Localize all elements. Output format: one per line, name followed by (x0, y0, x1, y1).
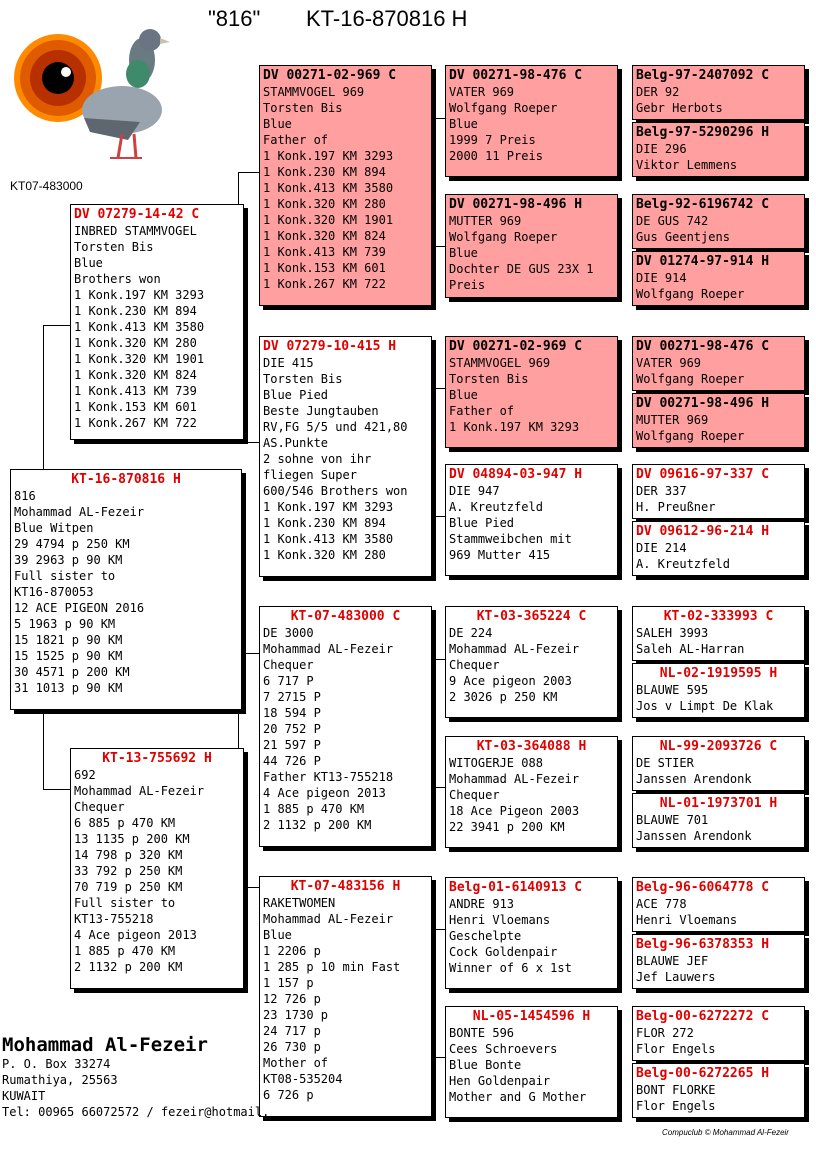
detail-line: 1 Konk.320 KM 824 (263, 229, 386, 243)
pedigree-card-g3[interactable] (632, 194, 805, 249)
pedigree-card-dds[interactable] (445, 877, 618, 989)
ring-number: DV 00271-98-496 H (449, 197, 583, 212)
detail-line: Full sister to (14, 569, 116, 583)
detail-line: 24 717 p (263, 1024, 321, 1038)
detail-line: Flor Engels (636, 1042, 716, 1056)
detail-line: 44 726 P (263, 754, 321, 768)
connector-line (432, 388, 433, 516)
pedigree-card-g15[interactable] (632, 1006, 805, 1061)
pedigree-card-subject[interactable] (10, 469, 242, 710)
detail-line: DIE 214 (636, 541, 687, 555)
pedigree-card-g1[interactable] (632, 65, 805, 120)
detail-line: H. Preußner (636, 500, 716, 514)
detail-line: 9 Ace pigeon 2003 (449, 674, 572, 688)
ring-number: NL-99-2093726 C (659, 739, 778, 754)
pedigree-card-g11[interactable] (632, 736, 805, 791)
detail-line: 1 Konk.230 KM 894 (263, 516, 386, 530)
ring-number: DV 00271-98-496 H (636, 396, 770, 411)
detail-line: KUWAIT (2, 1089, 46, 1103)
detail-line: 6 885 p 470 KM (74, 816, 176, 830)
detail-line: Torsten Bis (263, 101, 343, 115)
detail-line: 1 Konk.197 KM 3293 (263, 149, 394, 163)
detail-line: Jef Lauwers (636, 970, 716, 984)
detail-line: 2 1132 p 200 KM (263, 818, 372, 832)
detail-line: VATER 969 (636, 356, 702, 370)
detail-line: Dochter DE GUS 23X 1 (449, 262, 594, 276)
detail-line: 18 594 P (263, 706, 321, 720)
detail-line: WITOGERJE 088 (449, 756, 543, 770)
detail-line: Henri Vloemans (636, 913, 738, 927)
connector-line (432, 929, 445, 930)
pedigree-card-g16[interactable] (632, 1063, 805, 1118)
connector-line (432, 1057, 445, 1058)
detail-line: 15 1821 p 90 KM (14, 633, 123, 647)
detail-line: 1 Konk.197 KM 3293 (263, 500, 394, 514)
detail-line: 2 sohne von ihr (263, 452, 372, 466)
detail-line: 816 (14, 489, 36, 503)
detail-line: 2000 11 Preis (449, 149, 543, 163)
detail-line: 1 Konk.267 KM 722 (263, 277, 386, 291)
detail-line: 1 Konk.320 KM 280 (263, 197, 386, 211)
ring-number: DV 07279-14-42 C (74, 207, 200, 222)
detail-line: Beste Jungtauben (263, 404, 379, 418)
ring-number: Belg-97-5290296 H (636, 125, 770, 140)
detail-line: Torsten Bis (74, 240, 154, 254)
detail-line: Father of (449, 404, 515, 418)
pigeon-with-eye-icon (10, 14, 170, 164)
detail-line: DIE 947 (449, 484, 500, 498)
ring-number: NL-02-1919595 H (659, 666, 778, 681)
detail-line: KT16-870053 (14, 585, 94, 599)
pedigree-card-dam[interactable] (70, 748, 244, 989)
detail-line: Gus Geentjens (636, 230, 730, 244)
detail-line: MUTTER 969 (636, 413, 709, 427)
detail-line: 600/546 Brothers won (263, 484, 408, 498)
detail-line: 5 1963 p 90 KM (14, 617, 116, 631)
detail-line: 1 Konk.413 KM 3580 (263, 181, 394, 195)
pedigree-card-g4[interactable] (632, 251, 805, 306)
detail-line: 1 Konk.320 KM 280 (74, 336, 197, 350)
detail-line: Chequer (74, 800, 125, 814)
pedigree-card-g5[interactable] (632, 336, 805, 391)
pedigree-card-sds[interactable] (445, 336, 618, 448)
detail-line: 1 285 p 10 min Fast (263, 960, 401, 974)
detail-line: Hen Goldenpair (449, 1074, 551, 1088)
detail-line: Blue (449, 388, 478, 402)
ring-number: DV 00271-02-969 C (449, 339, 583, 354)
detail-line: Mother and G Mother (449, 1090, 587, 1104)
connector-line (432, 929, 433, 1057)
detail-line: 1 Konk.230 KM 894 (74, 304, 197, 318)
detail-line: Wolfgang Roeper (449, 101, 558, 115)
detail-line: Henri Vloemans (449, 913, 551, 927)
detail-line: ACE 778 (636, 897, 687, 911)
detail-line: 969 Mutter 415 (449, 548, 551, 562)
connector-line (43, 710, 44, 789)
detail-line: Winner of 6 x 1st (449, 961, 572, 975)
connector-line (432, 118, 433, 246)
detail-line: Full sister to (74, 896, 176, 910)
connector-line (432, 659, 433, 787)
ring-number: Belg-96-6064778 C (636, 880, 770, 895)
detail-line: 1 Konk.320 KM 824 (74, 368, 197, 382)
detail-line: 1 157 p (263, 976, 314, 990)
detail-line: DIE 914 (636, 271, 687, 285)
detail-line: 4 Ace pigeon 2013 (263, 786, 386, 800)
detail-line: Viktor Lemmens (636, 158, 738, 172)
detail-line: Mother of (263, 1056, 329, 1070)
detail-line: Blue (263, 928, 292, 942)
detail-line: 1 885 p 470 KM (74, 944, 176, 958)
detail-line: Brothers won (74, 272, 161, 286)
connector-line (43, 789, 70, 790)
credit-text: Compuclub © Mohammad Al-Fezeir (662, 1128, 789, 1137)
detail-line: Blue Pied (449, 516, 515, 530)
detail-line: Blue Witpen (14, 521, 94, 535)
ring-number: Belg-00-6272265 H (636, 1066, 770, 1081)
detail-line: 1 885 p 470 KM (263, 802, 365, 816)
pedigree-card-g14[interactable] (632, 934, 805, 989)
pedigree-card-g12[interactable] (632, 793, 805, 848)
detail-line: 692 (74, 768, 96, 782)
detail-line: RAKETWOMEN (263, 896, 336, 910)
ring-number: DV 01274-97-914 H (636, 254, 770, 269)
detail-line: 1 Konk.230 KM 894 (263, 165, 386, 179)
ring-number: DV 07279-10-415 H (263, 339, 397, 354)
ring-number: DV 00271-02-969 C (263, 68, 397, 83)
detail-line: DER 337 (636, 484, 687, 498)
pedigree-card-dam-sire[interactable] (259, 606, 432, 847)
connector-line (432, 388, 445, 389)
detail-line: DE GUS 742 (636, 214, 709, 228)
detail-line: 1 Konk.153 KM 601 (263, 261, 386, 275)
detail-line: Chequer (449, 788, 500, 802)
detail-line: Chequer (449, 658, 500, 672)
detail-line: 1 Konk.197 KM 3293 (449, 420, 580, 434)
detail-line: Jos v Limpt De Klak (636, 699, 774, 713)
ring-number: Belg-00-6272272 C (636, 1009, 770, 1024)
detail-line: 39 2963 p 90 KM (14, 553, 123, 567)
pedigree-card-g9[interactable] (632, 606, 805, 661)
ring-number: Belg-97-2407092 C (636, 68, 770, 83)
connector-line (432, 659, 445, 660)
detail-line: BONTE 596 (449, 1026, 515, 1040)
pedigree-card-sire-sire[interactable] (259, 65, 432, 306)
detail-line: Janssen Arendonk (636, 772, 752, 786)
ring-number: KT-07-483000 C (290, 609, 401, 624)
detail-line: A. Kreutzfeld (636, 557, 730, 571)
owner-name: Mohammad Al-Fezeir (2, 1034, 208, 1056)
detail-line: BLAUWE 701 (636, 813, 709, 827)
pedigree-card-g13[interactable] (632, 877, 805, 932)
detail-line: Blue (74, 256, 103, 270)
detail-line: Blue Pied (263, 388, 329, 402)
detail-line: 1 Konk.413 KM 739 (263, 245, 386, 259)
pedigree-card-sss[interactable] (445, 65, 618, 177)
detail-line: 22 3941 p 200 KM (449, 820, 565, 834)
ring-number: NL-05-1454596 H (472, 1009, 591, 1024)
detail-line: 1 Konk.413 KM 739 (74, 384, 197, 398)
pigeon-name: "816" (208, 6, 261, 31)
connector-line (43, 325, 70, 326)
detail-line: Wolfgang Roeper (636, 429, 745, 443)
detail-line: BLAUWE JEF (636, 954, 709, 968)
ring-number: KT-03-365224 C (476, 609, 587, 624)
detail-line: 30 4571 p 200 KM (14, 665, 130, 679)
detail-line: INBRED STAMMVOGEL (74, 224, 197, 238)
pigeon-logo (10, 14, 170, 164)
detail-line: Tel: 00965 66072572 / fezeir@hotmail. (2, 1105, 270, 1119)
pedigree-card-ddd[interactable] (445, 1006, 618, 1118)
detail-line: Gebr Herbots (636, 101, 723, 115)
detail-line: DER 92 (636, 85, 680, 99)
detail-line: Torsten Bis (449, 372, 529, 386)
detail-line: Geschelpte (449, 929, 522, 943)
detail-line: 12 726 p (263, 992, 321, 1006)
detail-line: RV,FG 5/5 und 421,80 (263, 420, 408, 434)
detail-line: Stammweibchen mit (449, 532, 572, 546)
detail-line: 1 2206 p (263, 944, 321, 958)
detail-line: Preis (449, 278, 486, 292)
connector-line (238, 442, 259, 443)
detail-line: BLAUWE 595 (636, 683, 709, 697)
detail-line: 1 Konk.413 KM 3580 (263, 532, 394, 546)
detail-line: DE 224 (449, 626, 493, 640)
detail-line: Mohammad AL-Fezeir (449, 772, 580, 786)
ring-number: DV 04894-03-947 H (449, 467, 583, 482)
connector-line (43, 325, 44, 469)
detail-line: DIE 296 (636, 142, 687, 156)
detail-line: STAMMVOGEL 969 (449, 356, 551, 370)
connector-line (432, 787, 445, 788)
detail-line: fliegen Super (263, 468, 357, 482)
ring-number: KT-02-333993 C (663, 609, 774, 624)
detail-line: KT13-755218 (74, 912, 154, 926)
detail-line: Mohammad AL-Fezeir (263, 912, 394, 926)
connector-line (432, 246, 445, 247)
detail-line: Chequer (263, 658, 314, 672)
detail-line: Blue Bonte (449, 1058, 522, 1072)
detail-line: Torsten Bis (263, 372, 343, 386)
ring-number: KT-16-870816 H (71, 472, 181, 487)
ring-number: DV 00271-98-476 C (636, 339, 770, 354)
pedigree-card-dam-dam[interactable] (259, 876, 432, 1117)
detail-line: 2 1132 p 200 KM (74, 960, 183, 974)
detail-line: KT08-535204 (263, 1072, 343, 1086)
detail-line: Blue (449, 117, 478, 131)
connector-line (432, 516, 445, 517)
pedigree-card-dss[interactable] (445, 606, 618, 718)
ring-number: KT-13-755692 H (102, 751, 212, 766)
detail-line: 1 Konk.413 KM 3580 (74, 320, 205, 334)
detail-line: 15 1525 p 90 KM (14, 649, 123, 663)
pedigree-card-g8[interactable] (632, 521, 805, 576)
detail-line: 1999 7 Preis (449, 133, 536, 147)
detail-line: Saleh AL-Harran (636, 642, 745, 656)
connector-line (432, 118, 445, 119)
owner-contact (2, 1034, 269, 1120)
detail-line: Cock Goldenpair (449, 945, 558, 959)
pedigree-card-g2[interactable] (632, 122, 805, 177)
detail-line: Mohammad AL-Fezeir (14, 505, 145, 519)
detail-line: 2 3026 p 250 KM (449, 690, 558, 704)
detail-line: MUTTER 969 (449, 214, 522, 228)
detail-line: Mohammad AL-Fezeir (74, 784, 205, 798)
detail-line: 33 792 p 250 KM (74, 864, 183, 878)
detail-line: DIE 415 (263, 356, 314, 370)
detail-line: DE STIER (636, 756, 694, 770)
pedigree-card-sire[interactable] (70, 204, 244, 440)
detail-line: P. O. Box 33274 (2, 1057, 111, 1071)
pedigree-card-sdd[interactable] (445, 464, 618, 576)
detail-line: 18 Ace Pigeon 2003 (449, 804, 580, 818)
ring-number: NL-01-1973701 H (659, 796, 778, 811)
ring-number: Belg-96-6378353 H (636, 937, 770, 952)
detail-line: 20 752 P (263, 722, 321, 736)
detail-line: A. Kreutzfeld (449, 500, 543, 514)
pedigree-card-dsd[interactable] (445, 736, 618, 848)
pedigree-card-g6[interactable] (632, 393, 805, 448)
detail-line: STAMMVOGEL 969 (263, 85, 365, 99)
pedigree-card-g7[interactable] (632, 464, 805, 519)
detail-line: 21 597 P (263, 738, 321, 752)
owner-ring-number: KT07-483000 (10, 179, 83, 193)
ring-number: KT-03-364088 H (476, 739, 587, 754)
detail-line: 1 Konk.267 KM 722 (74, 416, 197, 430)
detail-line: 1 Konk.153 KM 601 (74, 400, 197, 414)
detail-line: Wolfgang Roeper (449, 230, 558, 244)
detail-line: 12 ACE PIGEON 2016 (14, 601, 145, 615)
detail-line: 1 Konk.320 KM 1901 (74, 352, 205, 366)
detail-line: Wolfgang Roeper (636, 372, 745, 386)
detail-line: Janssen Arendonk (636, 829, 752, 843)
ring-number: Belg-92-6196742 C (636, 197, 770, 212)
detail-line: 31 1013 p 90 KM (14, 681, 123, 695)
detail-line: SALEH 3993 (636, 626, 709, 640)
detail-line: Wolfgang Roeper (636, 287, 745, 301)
detail-line: 4 Ace pigeon 2013 (74, 928, 197, 942)
ring-number: KT-07-483156 H (290, 879, 401, 894)
detail-line: AS.Punkte (263, 436, 329, 450)
detail-line: 23 1730 p (263, 1008, 329, 1022)
detail-line: 26 730 p (263, 1040, 321, 1054)
detail-line: DE 3000 (263, 626, 314, 640)
detail-line: 70 719 p 250 KM (74, 880, 183, 894)
pedigree-card-ssd[interactable] (445, 194, 618, 298)
ring-number: Belg-01-6140913 C (449, 880, 583, 895)
detail-line: 29 4794 p 250 KM (14, 537, 130, 551)
pigeon-ring: KT-16-870816 H (306, 6, 468, 31)
ring-number: DV 00271-98-476 C (449, 68, 583, 83)
detail-line: 1 Konk.320 KM 280 (263, 548, 386, 562)
detail-line: 6 717 P (263, 674, 314, 688)
detail-line: Flor Engels (636, 1099, 716, 1113)
detail-line: 1 Konk.320 KM 1901 (263, 213, 394, 227)
detail-line: 13 1135 p 200 KM (74, 832, 190, 846)
detail-line: Mohammad AL-Fezeir (263, 642, 394, 656)
ring-number: DV 09612-96-214 H (636, 524, 770, 539)
detail-line: 14 798 p 320 KM (74, 848, 183, 862)
detail-line: Mohammad AL-Fezeir (449, 642, 580, 656)
detail-line: Blue (449, 246, 478, 260)
ring-number: DV 09616-97-337 C (636, 467, 770, 482)
connector-line (238, 172, 259, 173)
detail-line: 1 Konk.197 KM 3293 (74, 288, 205, 302)
detail-line: 7 2715 P (263, 690, 321, 704)
detail-line: Father of (263, 133, 329, 147)
detail-line: ANDRE 913 (449, 897, 515, 911)
detail-line: FLOR 272 (636, 1026, 694, 1040)
pedigree-card-g10[interactable] (632, 663, 805, 718)
detail-line: BONT FLORKE (636, 1083, 716, 1097)
detail-line: VATER 969 (449, 85, 515, 99)
detail-line: 6 726 p (263, 1088, 314, 1102)
detail-line: Rumathiya, 25563 (2, 1073, 118, 1087)
pedigree-card-sire-dam[interactable] (259, 336, 432, 577)
detail-line: Cees Schroevers (449, 1042, 558, 1056)
detail-line: Father KT13-755218 (263, 770, 394, 784)
detail-line: Blue (263, 117, 292, 131)
